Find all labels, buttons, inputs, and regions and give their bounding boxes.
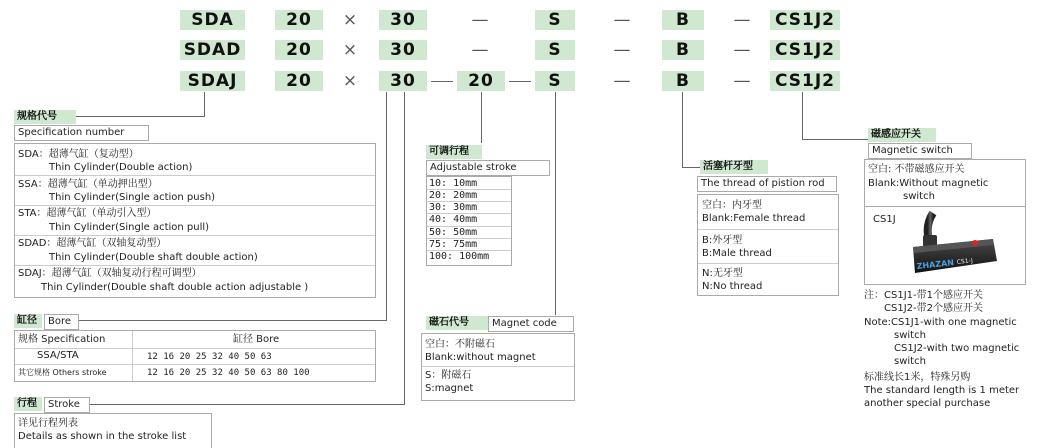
bore-code: 20 [275,10,323,30]
thread-item-en: N:No thread [702,281,763,292]
thread-code: B [662,71,704,91]
bore-connector [76,320,387,321]
switch-title: 磁感应开关 [868,128,936,142]
magnet-item-cn: 空白：不附磁石 [425,339,495,350]
switch-note: CS1J2-带2个感应开关 [884,303,983,314]
adjustable-item: 40: 40mm [429,214,478,225]
spec-connector [204,92,205,116]
switch-code: CS1J2 [770,40,840,60]
thread-connector [682,167,700,168]
thread-title: 活塞杆牙型 [700,160,768,174]
magnet-code: S [535,71,575,91]
bore-row-values: 12 16 20 25 32 40 50 63 [147,352,272,362]
stroke-connector [90,404,405,405]
thread-item-cn: N:无牙型 [702,268,743,279]
spec-list [14,143,376,298]
switch-note: CS1J2-with two magnetic [894,343,1020,354]
connector-line [509,81,531,82]
thread-item-en: Blank:Female thread [702,213,806,224]
stroke-box [14,413,212,448]
bore-row-label: SSA/STA [37,350,79,361]
spec-item-cn: SDA：超薄气缸（复动型） [18,149,139,160]
connector-line [431,81,453,82]
magnet-item-en: S:magnet [425,383,474,394]
switch-model-label: CS1J [873,214,896,225]
switch-note: Note:CS1J1-with one magnetic [864,317,1017,328]
spec-item-en: Thin Cylinder(Double action) [49,162,193,173]
stroke-code: 30 [379,40,427,60]
dash-symbol: — [613,10,631,30]
adjustable-item: 50: 50mm [429,227,478,238]
magnet-subtitle: Magnet code [488,316,574,332]
brand-model-text: CS1-J [956,257,974,266]
bore-row-label: 其它规格 Others stroke [18,368,107,377]
times-symbol: × [342,40,358,60]
bore-header-left: 规格 Specification [18,334,106,345]
switch-code: CS1J2 [770,10,840,30]
switch-blank-box [864,159,1026,208]
adjustable-item: 100: 100mm [429,251,490,262]
spec-item-en: Thin Cylinder(Single action pull) [49,222,210,233]
switch-note: The standard length is 1 meter [864,385,1020,396]
bore-subtitle: Bore [44,314,79,330]
brand-text: ZHAZAN [916,258,955,271]
switch-blank-en: Blank:Without magnetic [868,178,989,189]
switch-blank-en-2: switch [903,191,935,202]
adjustable-title: 可调行程 [426,145,482,159]
thread-connector [682,92,683,167]
bore-code: 20 [275,40,323,60]
dash-symbol: — [733,10,751,30]
times-symbol: × [342,10,358,30]
thread-list [697,194,839,296]
magnet-title: 磁石代号 [426,316,488,330]
switch-note: 标准线长1米，特殊另购 [864,372,971,383]
model-code: SDAJ [180,71,245,91]
switch-code: CS1J2 [770,71,840,91]
bore-row-values: 12 16 20 25 32 40 50 63 80 100 [147,368,310,378]
adjustable-item: 10: 10mm [429,178,478,189]
stroke-code: 30 [379,71,427,91]
spec-subtitle: Specification number [14,125,149,141]
switch-note: 注：CS1J1-带1个感应开关 [864,290,983,301]
dash-symbol: — [613,40,631,60]
dash-symbol: — [733,40,751,60]
spec-item-cn: SDAD：超薄气缸（双轴复动型） [18,238,167,249]
magnet-code: S [535,40,575,60]
switch-note: another special purchase [864,398,991,409]
switch-connector [802,92,803,139]
adjustable-item: 30: 30mm [429,202,478,213]
model-code: SDA [180,10,245,30]
thread-item-cn: 空白：内牙型 [702,200,762,211]
bore-table [14,330,376,382]
switch-product-box [864,206,1026,285]
switch-subtitle: Magnetic switch [868,143,972,159]
switch-blank-cn: 空白: 不带磁感应开关 [868,164,965,175]
thread-item-en: B:Male thread [702,248,772,259]
magnet-item-cn: S：附磁石 [425,370,472,381]
stroke-line-2: Details as shown in the stroke list [18,431,187,442]
dash-symbol: — [613,71,631,91]
spec-item-cn: SDAJ：超薄气缸（双轴复动行程可调型） [18,268,202,279]
thread-code: B [662,40,704,60]
adjustable-list [426,176,512,266]
stroke-subtitle: Stroke [44,397,90,413]
sensor-product-image [905,211,1021,283]
bore-code: 20 [275,71,323,91]
spec-item-en: Thin Cylinder(Single action push) [49,192,216,203]
magnet-list [421,333,575,401]
adjustable-stroke-code: 20 [457,71,505,91]
times-symbol: × [342,71,358,91]
thread-code: B [662,10,704,30]
bore-header-right: 缸径 Bore [233,334,280,345]
switch-connector [802,139,868,140]
switch-note: switch [894,330,926,341]
adjustable-item: 75: 75mm [429,239,478,250]
thread-item-cn: B:外牙型 [702,235,743,246]
stroke-code: 30 [379,10,427,30]
adjustable-connector [481,92,482,143]
dash-symbol: — [471,10,489,30]
magnet-item-en: Blank:without magnet [425,352,536,363]
switch-note: switch [894,356,926,367]
stroke-line-1: 详见行程列表 [18,418,78,429]
spec-item-en: Thin Cylinder(Double shaft double action) [49,252,258,263]
spec-title: 规格代号 [14,110,76,124]
adjustable-subtitle: Adjustable stroke [426,160,550,176]
bore-connector [386,92,387,320]
spec-item-en: Thin Cylinder(Double shaft double action adjustable ) [41,282,309,293]
magnet-code: S [535,10,575,30]
adjustable-item: 20: 20mm [429,190,478,201]
bore-title: 缸径 [14,314,42,328]
dash-symbol: — [733,71,751,91]
magnet-connector [555,92,556,315]
dash-symbol: — [471,40,489,60]
thread-subtitle: The thread of pistion rod [697,176,837,192]
stroke-connector [404,92,405,404]
spec-item-cn: STA：超薄气缸（单动引入型） [18,208,157,219]
model-code: SDAD [180,40,245,60]
stroke-title: 行程 [14,397,42,411]
spec-item-cn: SSA：超薄气缸（单动押出型） [18,179,158,190]
spec-connector [76,116,205,117]
